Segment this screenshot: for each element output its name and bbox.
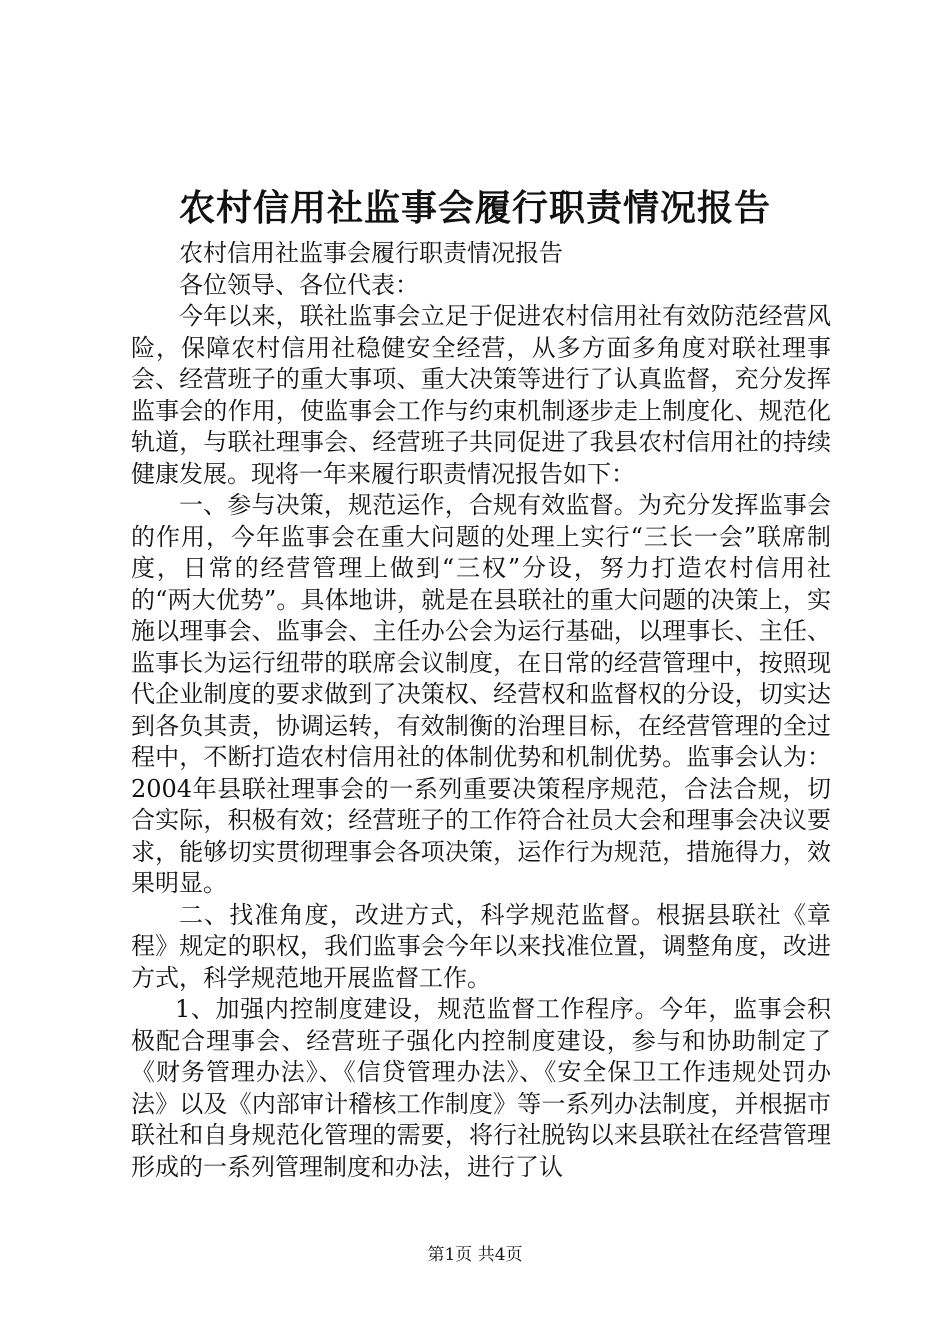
intro-paragraph: 今年以来，联社监事会立足于促进农村信用社有效防范经营风险，保障农村信用社稳健安全经营，从多方面多角度对联社理事会、经营班子的重大事项、重大决策等进行了认真监督，充分发挥监事会的作用，使监事会工作与约束机制逐步走上制度化、规范化轨道，与联社理事会、经营班子共同促进了我县农村信用社的持续健康发展。现将一年来履行职责情况报告如下： bbox=[131, 302, 831, 488]
subtitle-paragraph: 农村信用社监事会履行职责情况报告 bbox=[179, 239, 563, 267]
document-title: 农村信用社监事会履行职责情况报告 bbox=[178, 187, 771, 229]
section-one-paragraph: 一、参与决策，规范运作，合规有效监督。为充分发挥监事会的作用，今年监事会在重大问题的处理上实行“三长一会”联席制度，日常的经营管理上做到“三权”分设，努力打造农村信用社的“两大优势”。具体地讲，就是在县联社的重大问题的决策上，实施以理事会、监事会、主任办公会为运行基础，以理事长、主任、监事长为运行纽带的联席会议制度，在日常的经营管理中，按照现代企业制度的要求做到了决策权、经营权和监督权的分设，切实达到各负其责，协调运转，有效制衡的治理目标，在经营管理的全过程中，不断打造农村信用社的体制优势和机制优势。监事会认为：2004年县联社理事会的一系列重要决策程序规范，合法合规，切合实际，积极有效；经营班子的工作符合社员大会和理事会决议要求，能够切实贯彻理事会各项决策，运作行为规范，措施得力，效果明显。 bbox=[131, 491, 831, 897]
salutation-paragraph: 各位领导、各位代表： bbox=[179, 270, 419, 299]
page-footer: 第1页 共4页 bbox=[427, 1245, 523, 1265]
section-two-paragraph: 二、找准角度，改进方式，科学规范监督。根据县联社《章程》规定的职权，我们监事会今年以来找准位置，调整角度，改进方式，科学规范地开展监督工作。 bbox=[131, 900, 831, 992]
document-body bbox=[131, 238, 831, 1183]
subsection-one-paragraph: 1、加强内控制度建设，规范监督工作程序。今年，监事会积极配合理事会、经营班子强化内控制度建设，参与和协助制定了《财务管理办法》、《信贷管理办法》、《安全保卫工作违规处罚办法》以及《内部审计稽核工作制度》等一系列办法制度，并根据市联社和自身规范化管理的需要，将行社脱钩以来县联社在经营管理形成的一系列管理制度和办法，进行了认 bbox=[131, 995, 831, 1181]
